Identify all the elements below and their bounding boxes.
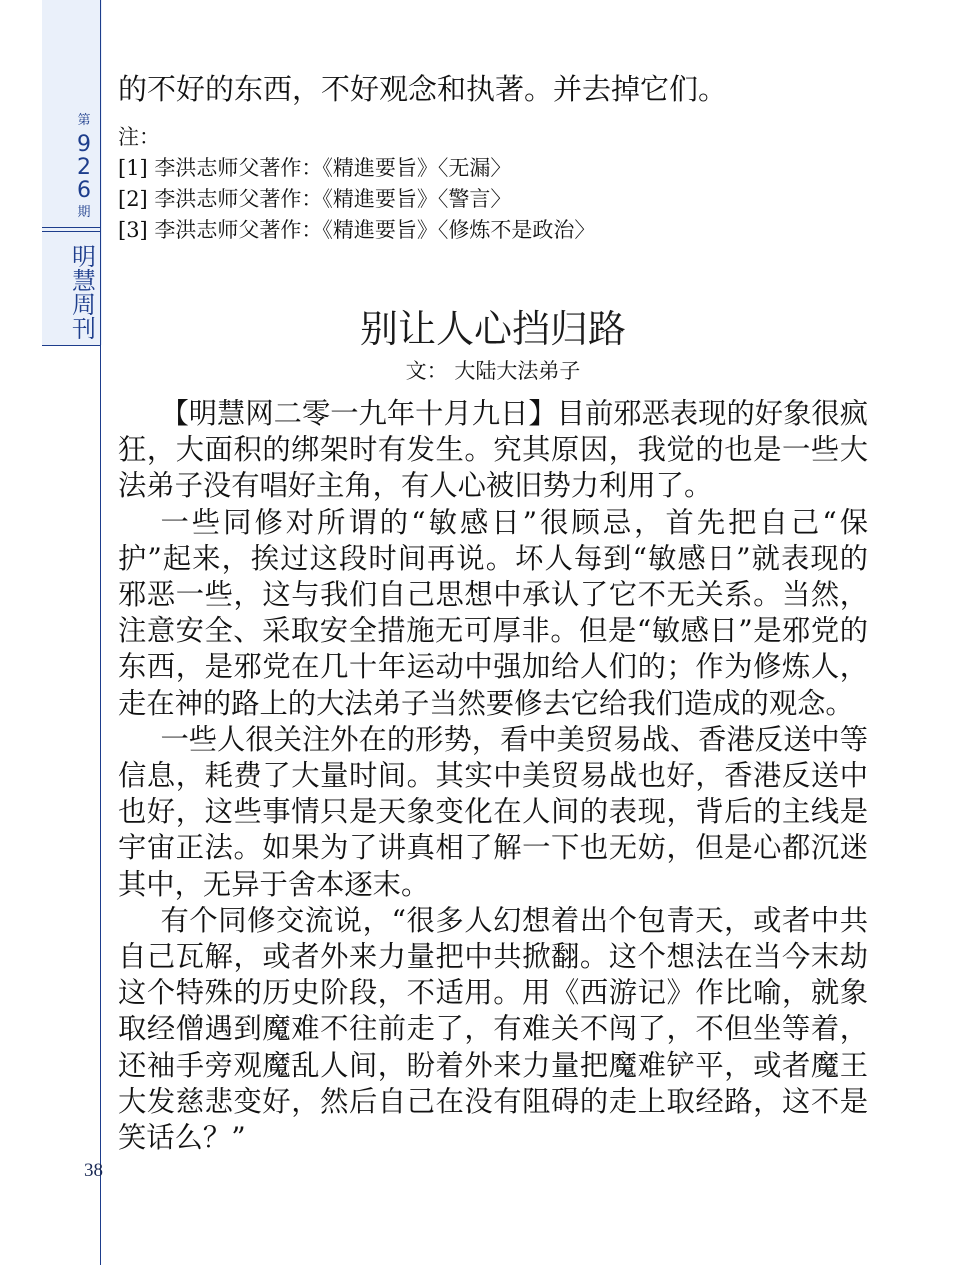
article-paragraph: 【明慧网二零一九年十月九日】目前邪恶表现的好象很疯狂，大面积的绑架时有发生。究其原因，我觉的也是一些大法弟子没有唱好主角，有人心被旧势力利用了。 [118, 397, 868, 503]
magazine-title [68, 245, 100, 341]
article-body [118, 396, 868, 1156]
article-paragraph: 一些人很关注外在的形势，看中美贸易战、香港反送中等信息，耗费了大量时间。其实中美贸易战也好，香港反送中也好，这些事情只是天象变化在人间的表现，背后的主线是宇宙正法。如果为了讲真相了解一下也无妨，但是心都沉迷其中，无异于舍本逐末。 [118, 722, 868, 901]
article-paragraph: 有个同修交流说，“很多人幻想着出个包青天，或者中共自己瓦解，或者外来力量把中共掀翻。这个想法在当今末劫这个特殊的历史阶段，不适用。用《西游记》作比喻，就象取经僧遇到魔难不往前走了，有难关不闯了，不但坐等着，还袖手旁观魔乱人间，盼着外来力量把魔难铲平，或者魔王大发慈悲变好，然后自己在没有阻碍的走上取经路，这不是笑话么？” [118, 903, 868, 1155]
sidebar [0, 0, 102, 1265]
note-item: [1] 李洪志师父著作：《精進要旨》〈无漏〉 [118, 156, 512, 180]
notes-block [118, 122, 595, 246]
issue-digit-3: 6 [77, 178, 91, 203]
page-number: 38 [84, 1160, 103, 1181]
issue-digit-1: 9 [77, 132, 91, 157]
sidebar-rule-top-2 [42, 231, 101, 232]
article-title: 别让人心挡归路 [359, 307, 626, 351]
issue-digit-2: 2 [77, 155, 91, 180]
notes-heading: 注： [118, 125, 160, 149]
continued-text: 的不好的东西，不好观念和执著。并去掉它们。 [118, 72, 728, 106]
article-paragraph: 一些同修对所谓的“敏感日”很顾忌，首先把自己“保护”起来，挨过这段时间再说。坏人每到“敏感日”就表现的邪恶一些，这与我们自己思想中承认了它不无关系。当然，注意安全、采取安全措施无可厚非。但是“敏感日”是邪党的东西，是邪党在几十年运动中强加给人们的；作为修炼人，走在神的路上的大法弟子当然要修去它给我们造成的观念。 [118, 505, 868, 720]
magazine-title-char: 慧 [72, 267, 96, 295]
magazine-title-char: 刊 [72, 315, 96, 343]
magazine-title-char: 周 [72, 291, 96, 319]
issue-prefix: 第 [77, 113, 91, 128]
issue-suffix: 期 [77, 205, 91, 220]
article-byline: 文： 大陆大法弟子 [405, 359, 581, 383]
note-item: [3] 李洪志师父著作：《精進要旨》〈修炼不是政治〉 [118, 218, 596, 242]
sidebar-rule-top-1 [42, 227, 101, 228]
note-item: [2] 李洪志师父著作：《精進要旨》〈警言〉 [118, 187, 512, 211]
sidebar-rule-bottom [42, 345, 101, 346]
magazine-title-char: 明 [72, 243, 96, 271]
